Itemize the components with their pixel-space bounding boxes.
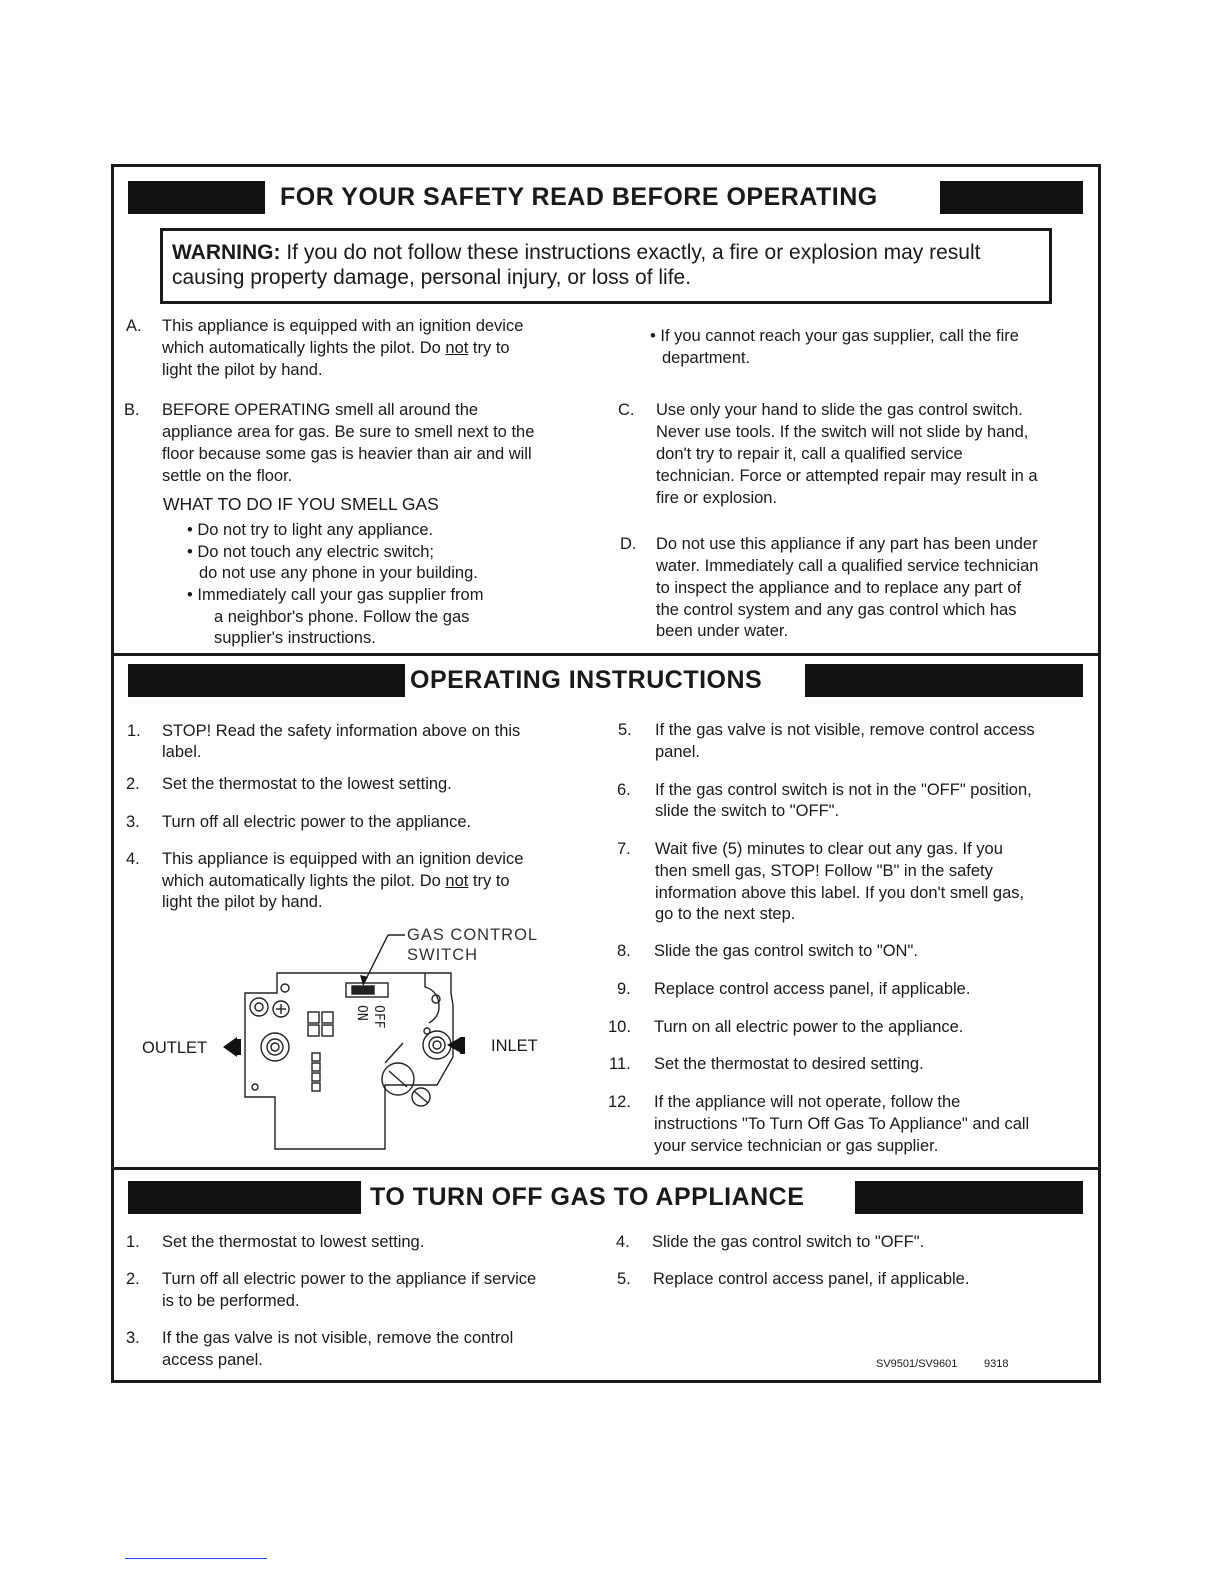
step-text: your service technician or gas supplier. bbox=[654, 1137, 939, 1155]
operating-title: OPERATING INSTRUCTIONS bbox=[410, 666, 763, 694]
step-text: Replace control access panel, if applicable. bbox=[653, 1270, 970, 1288]
step-text: Turn on all electric power to the appliance. bbox=[654, 1018, 964, 1036]
step-number: 2. bbox=[126, 1270, 140, 1288]
step-text: Set the thermostat to desired setting. bbox=[654, 1055, 924, 1073]
safety-c-line: Never use tools. If the switch will not slide by hand, bbox=[656, 423, 1029, 441]
safety-b-line: settle on the floor. bbox=[162, 467, 293, 485]
safety-b-line: appliance area for gas. Be sure to smell next to the bbox=[162, 423, 535, 441]
step-text: light the pilot by hand. bbox=[162, 893, 323, 911]
outlet-arrow-icon bbox=[236, 1039, 241, 1055]
step-text: Wait five (5) minutes to clear out any gas. If you bbox=[655, 840, 1003, 858]
header-bar-left bbox=[128, 1181, 361, 1214]
safety-a-line: light the pilot by hand. bbox=[162, 361, 323, 379]
step-text: Replace control access panel, if applicable. bbox=[654, 980, 971, 998]
safety-c-line: fire or explosion. bbox=[656, 489, 778, 507]
gas-valve-diagram bbox=[215, 925, 475, 1155]
item-letter-b: B. bbox=[124, 401, 140, 419]
safety-b-line: BEFORE OPERATING smell all around the bbox=[162, 401, 479, 419]
outlet-arrow-icon bbox=[223, 1037, 237, 1057]
safety-d-line: water. Immediately call a qualified service technician bbox=[656, 557, 1039, 575]
footer-rule bbox=[125, 1558, 267, 1559]
step-number: 6. bbox=[617, 781, 631, 799]
step-text: information above this label. If you don't smell gas, bbox=[655, 884, 1025, 902]
header-bar-left bbox=[128, 664, 405, 697]
step-text: instructions "To Turn Off Gas To Appliance" and call bbox=[654, 1115, 1030, 1133]
step-text: then smell gas, STOP! Follow "B" in the safety bbox=[655, 862, 993, 880]
step-text: Slide the gas control switch to "ON". bbox=[654, 942, 918, 960]
warning-line-1: If you do not follow these instructions exactly, a fire or explosion may result bbox=[280, 241, 981, 264]
header-bar-right bbox=[855, 1181, 1083, 1214]
safety-a-line: which automatically lights the pilot. Do not try to bbox=[162, 339, 510, 357]
off-label: OFF bbox=[371, 1005, 386, 1029]
safety-d-line: been under water. bbox=[656, 622, 789, 640]
fire-dept-note: • If you cannot reach your gas supplier, call the fire bbox=[650, 327, 1019, 345]
step-text: Turn off all electric power to the appliance if service bbox=[162, 1270, 537, 1288]
step-number: 12. bbox=[608, 1093, 631, 1111]
step-number: 8. bbox=[617, 942, 631, 960]
step-text: If the gas valve is not visible, remove control access bbox=[655, 721, 1035, 739]
step-text: If the gas control switch is not in the "OFF" position, bbox=[655, 781, 1032, 799]
smell-gas-step: • Do not try to light any appliance. bbox=[187, 521, 434, 539]
step-text: label. bbox=[162, 743, 202, 761]
turnoff-title: TO TURN OFF GAS TO APPLIANCE bbox=[370, 1183, 805, 1211]
smell-gas-step: a neighbor's phone. Follow the gas bbox=[214, 608, 470, 626]
reference-code: SV9501/SV9601 bbox=[876, 1358, 958, 1370]
step-number: 1. bbox=[127, 722, 141, 740]
step-text: Turn off all electric power to the appliance. bbox=[162, 813, 472, 831]
step-number: 9. bbox=[617, 980, 631, 998]
step-number: 4. bbox=[126, 850, 140, 868]
step-text: STOP! Read the safety information above on this bbox=[162, 722, 521, 740]
step-number: 3. bbox=[126, 813, 140, 831]
step-text: slide the switch to "OFF". bbox=[655, 802, 840, 820]
section-divider bbox=[111, 1167, 1101, 1170]
step-number: 11. bbox=[609, 1055, 631, 1073]
step-text: go to the next step. bbox=[655, 905, 796, 923]
on-label: ON bbox=[354, 1005, 369, 1021]
step-number: 5. bbox=[618, 721, 632, 739]
smell-gas-heading: WHAT TO DO IF YOU SMELL GAS bbox=[163, 494, 439, 514]
header-bar-left bbox=[128, 181, 265, 214]
outlet-label: OUTLET bbox=[142, 1039, 208, 1057]
warning-label: WARNING: bbox=[172, 241, 281, 264]
smell-gas-step: supplier's instructions. bbox=[214, 629, 376, 647]
step-number: 4. bbox=[616, 1233, 630, 1251]
safety-title: FOR YOUR SAFETY READ BEFORE OPERATING bbox=[280, 183, 878, 211]
safety-c-line: technician. Force or attempted repair may result in a bbox=[656, 467, 1038, 485]
warning-text bbox=[172, 240, 1042, 290]
inlet-arrow-icon bbox=[460, 1037, 465, 1054]
warning-line-2: causing property damage, personal injury, or loss of life. bbox=[172, 266, 692, 289]
item-letter-d: D. bbox=[620, 535, 637, 553]
step-number: 10. bbox=[608, 1018, 631, 1036]
step-text: Set the thermostat to the lowest setting. bbox=[162, 775, 452, 793]
safety-d-line: to inspect the appliance and to replace any part of bbox=[656, 579, 1022, 597]
header-bar-right bbox=[805, 664, 1083, 697]
step-text: panel. bbox=[655, 743, 700, 761]
step-text: access panel. bbox=[162, 1351, 263, 1369]
switch-label: GAS CONTROL bbox=[407, 926, 539, 944]
header-bar-right bbox=[940, 181, 1083, 214]
smell-gas-step: do not use any phone in your building. bbox=[199, 564, 478, 582]
safety-c-line: Use only your hand to slide the gas control switch. bbox=[656, 401, 1023, 419]
safety-d-line: Do not use this appliance if any part has been under bbox=[656, 535, 1038, 553]
fire-dept-note: department. bbox=[662, 349, 751, 367]
step-number: 2. bbox=[126, 775, 140, 793]
step-number: 7. bbox=[617, 840, 631, 858]
reference-number: 9318 bbox=[984, 1358, 1009, 1370]
safety-a-line: This appliance is equipped with an ignition device bbox=[162, 317, 524, 335]
inlet-label: INLET bbox=[491, 1037, 538, 1055]
step-text: is to be performed. bbox=[162, 1292, 300, 1310]
safety-b-line: floor because some gas is heavier than air and will bbox=[162, 445, 532, 463]
smell-gas-step: • Do not touch any electric switch; bbox=[187, 543, 434, 561]
item-letter-c: C. bbox=[618, 401, 635, 419]
safety-c-line: don't try to repair it, call a qualified service bbox=[656, 445, 963, 463]
step-text: Set the thermostat to lowest setting. bbox=[162, 1233, 425, 1251]
step-text: If the gas valve is not visible, remove the control bbox=[162, 1329, 514, 1347]
step-text: Slide the gas control switch to "OFF". bbox=[652, 1233, 925, 1251]
switch-label: SWITCH bbox=[407, 946, 479, 964]
step-number: 5. bbox=[617, 1270, 631, 1288]
step-number: 1. bbox=[126, 1233, 140, 1251]
step-text: which automatically lights the pilot. Do not try to bbox=[162, 872, 510, 890]
step-text: If the appliance will not operate, follow the bbox=[654, 1093, 961, 1111]
step-number: 3. bbox=[126, 1329, 140, 1347]
section-divider bbox=[111, 653, 1101, 656]
smell-gas-step: • Immediately call your gas supplier from bbox=[187, 586, 484, 604]
item-letter-a: A. bbox=[126, 317, 142, 335]
safety-d-line: the control system and any gas control which has bbox=[656, 601, 1017, 619]
step-text: This appliance is equipped with an ignition device bbox=[162, 850, 524, 868]
